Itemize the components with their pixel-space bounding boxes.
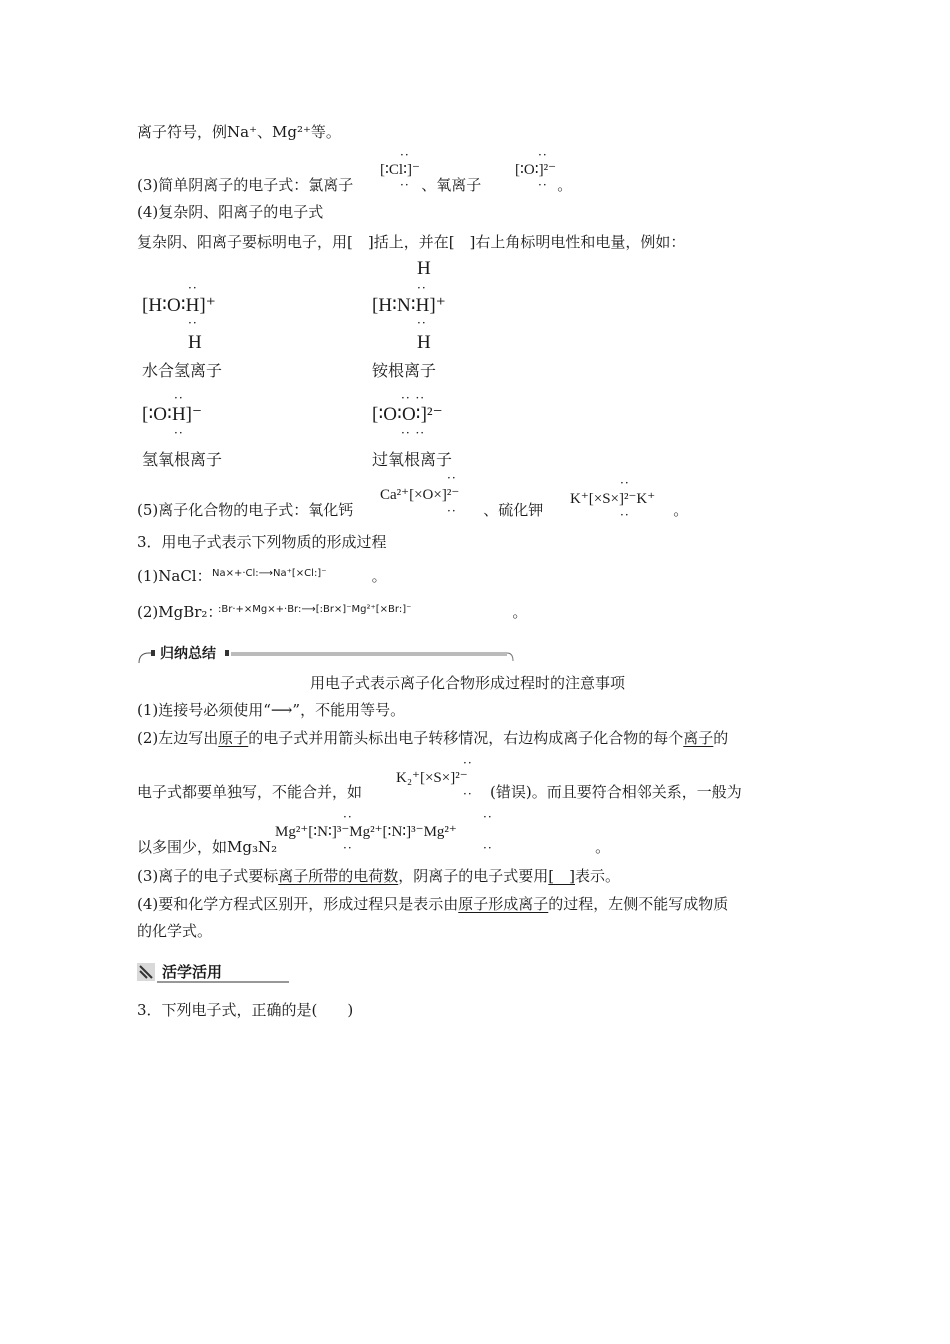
period: 。 xyxy=(673,501,689,519)
complex-ion-heading: (4)复杂阴、阳离子的电子式 xyxy=(137,203,324,221)
h3o-dots-bottom: ·· xyxy=(188,316,198,330)
nh4-dots-top: ·· xyxy=(417,281,427,295)
question-3: 3．下列电子式，正确的是( ) xyxy=(137,1001,354,1019)
hydroxide-formula: [∶O∶H]⁻ xyxy=(142,404,203,425)
oh-dots-bottom: ·· xyxy=(174,426,184,440)
k2s-wrong-formula: K₂⁺[×S×]²⁻ xyxy=(396,770,468,786)
peroxide-formula: [∶O∶O∶]²⁻ xyxy=(372,404,443,425)
complex-ion-desc: 复杂阴、阳离子要标明电子，用[ ]括上，并在[ ]右上角标明电性和电量，例如： xyxy=(137,233,686,251)
text: 电子式都要单独写，不能合并，如 xyxy=(137,783,363,801)
period: 。 xyxy=(512,603,528,621)
underlined-atom-to-ion: 原子形成离子 xyxy=(458,895,549,913)
k2s-wrong-dots-bottom: ·· xyxy=(463,787,473,801)
period: 。 xyxy=(595,838,611,856)
potassium-sulfide-label: 、硫化钾 xyxy=(483,501,544,519)
hydronium-caption: 水合氢离子 xyxy=(142,361,223,380)
cao-dots-bottom: ·· xyxy=(447,504,457,518)
nacl-label: (1)NaCl： xyxy=(137,567,212,585)
period: 。 xyxy=(557,176,573,194)
summary-title: 用电子式表示离子化合物形成过程时的注意事项 xyxy=(310,674,626,692)
text: ，阴离子的电子式要用 xyxy=(398,867,549,885)
summary-point-2 xyxy=(137,728,728,748)
summary-point-1: (1)连接号必须使用“⟶”，不能用等号。 xyxy=(137,701,406,719)
underlined-atom: 原子 xyxy=(218,729,249,747)
text: (2)左边写出 xyxy=(137,729,219,747)
oxide-label: 、氧离子 xyxy=(421,176,482,194)
simple-anion-line xyxy=(137,175,572,195)
mg3n2-dots-bottom-2: ·· xyxy=(483,841,493,855)
k2s-formula: K⁺[×S×]²⁻K⁺ xyxy=(570,491,656,507)
cao-dots-top: ·· xyxy=(447,471,457,485)
mg3n2-dots-top-1: ·· xyxy=(343,810,353,824)
mgbr-label: (2)MgBr₂： xyxy=(137,603,223,621)
text: 的过程，左侧不能写成物质 xyxy=(548,895,729,913)
underlined-ion: 离子 xyxy=(683,729,714,747)
ammonium-caption: 铵根离子 xyxy=(372,361,437,380)
chloride-formula: [∶Cl∶]⁻ xyxy=(380,162,420,178)
underlined-bracket: [ ] xyxy=(548,867,575,885)
text: 以多围少，如Mg₃N₂ xyxy=(137,838,278,856)
hydronium-h: H xyxy=(188,332,202,353)
mg3n2-dots-top-2: ·· xyxy=(483,810,493,824)
o-dots-top: ·· xyxy=(538,148,548,162)
mgbr-process: :Br·+×Mg×+·Br:⟶[:Br×]⁻Mg²⁺[×Br:]⁻ xyxy=(218,604,412,615)
ammonium-formula: [H∶N∶H]⁺ xyxy=(372,295,446,316)
section-header-label: 活学活用 xyxy=(162,963,223,981)
ammonium-h-bottom: H xyxy=(417,332,431,353)
mg3n2-formula: Mg²⁺[∶N∶]³⁻Mg²⁺[∶N∶]³⁻Mg²⁺ xyxy=(275,824,457,840)
h3o-dots-top: ·· xyxy=(188,281,198,295)
text: (错误)。而且要符合相邻关系，一般为 xyxy=(490,783,742,801)
o2-dots-top: ·· ·· xyxy=(401,391,426,405)
mg3n2-dots-bottom-1: ·· xyxy=(343,841,353,855)
calcium-oxide-label: (5)离子化合物的电子式：氧化钙 xyxy=(137,501,354,519)
k2s-dots-bottom: ·· xyxy=(620,508,630,522)
summary-point-3 xyxy=(137,866,620,886)
summary-point-4 xyxy=(137,894,728,914)
underlined-charge: 离子所带的电荷数 xyxy=(278,867,399,885)
ammonium-h-top: H xyxy=(417,258,431,279)
text: 表示。 xyxy=(575,867,621,885)
peroxide-caption: 过氧根离子 xyxy=(372,450,453,469)
summary-header-label: 归纳总结 xyxy=(160,646,216,662)
cl-dots-bottom: ·· xyxy=(400,178,410,192)
cao-formula: Ca²⁺[×O×]²⁻ xyxy=(380,487,460,503)
hydroxide-caption: 氢氧根离子 xyxy=(142,450,223,469)
summary-point-4-cont: 的化学式。 xyxy=(137,922,213,940)
text: (3)离子的电子式要标 xyxy=(137,867,279,885)
oh-dots-top: ·· xyxy=(174,391,184,405)
text: (4)要和化学方程式区别开，形成过程只是表示由 xyxy=(137,895,459,913)
nacl-process: Na×+·Cl:⟶Na⁺[×Cl:]⁻ xyxy=(212,568,327,579)
nh4-dots-bottom: ·· xyxy=(417,316,427,330)
cl-dots-top: ·· xyxy=(400,148,410,162)
text: 的电子式并用箭头标出电子转移情况，右边构成离子化合物的每个 xyxy=(248,729,684,747)
formation-process-heading: 3．用电子式表示下列物质的形成过程 xyxy=(137,533,387,551)
ion-symbol-line: 离子符号，例Na⁺、Mg²⁺等。 xyxy=(137,123,341,141)
k2s-wrong-dots-top: ·· xyxy=(463,756,473,770)
o-dots-bottom: ·· xyxy=(538,178,548,192)
period: 。 xyxy=(371,567,387,585)
oxide-formula: [∶O∶]²⁻ xyxy=(515,162,557,178)
o2-dots-bottom: ·· ·· xyxy=(401,426,426,440)
text: 的 xyxy=(713,729,729,747)
k2s-dots-top: ·· xyxy=(620,476,630,490)
hydronium-formula: [H∶O∶H]⁺ xyxy=(142,295,216,316)
simple-anion-label: (3)简单阴离子的电子式：氯离子 xyxy=(137,176,354,194)
